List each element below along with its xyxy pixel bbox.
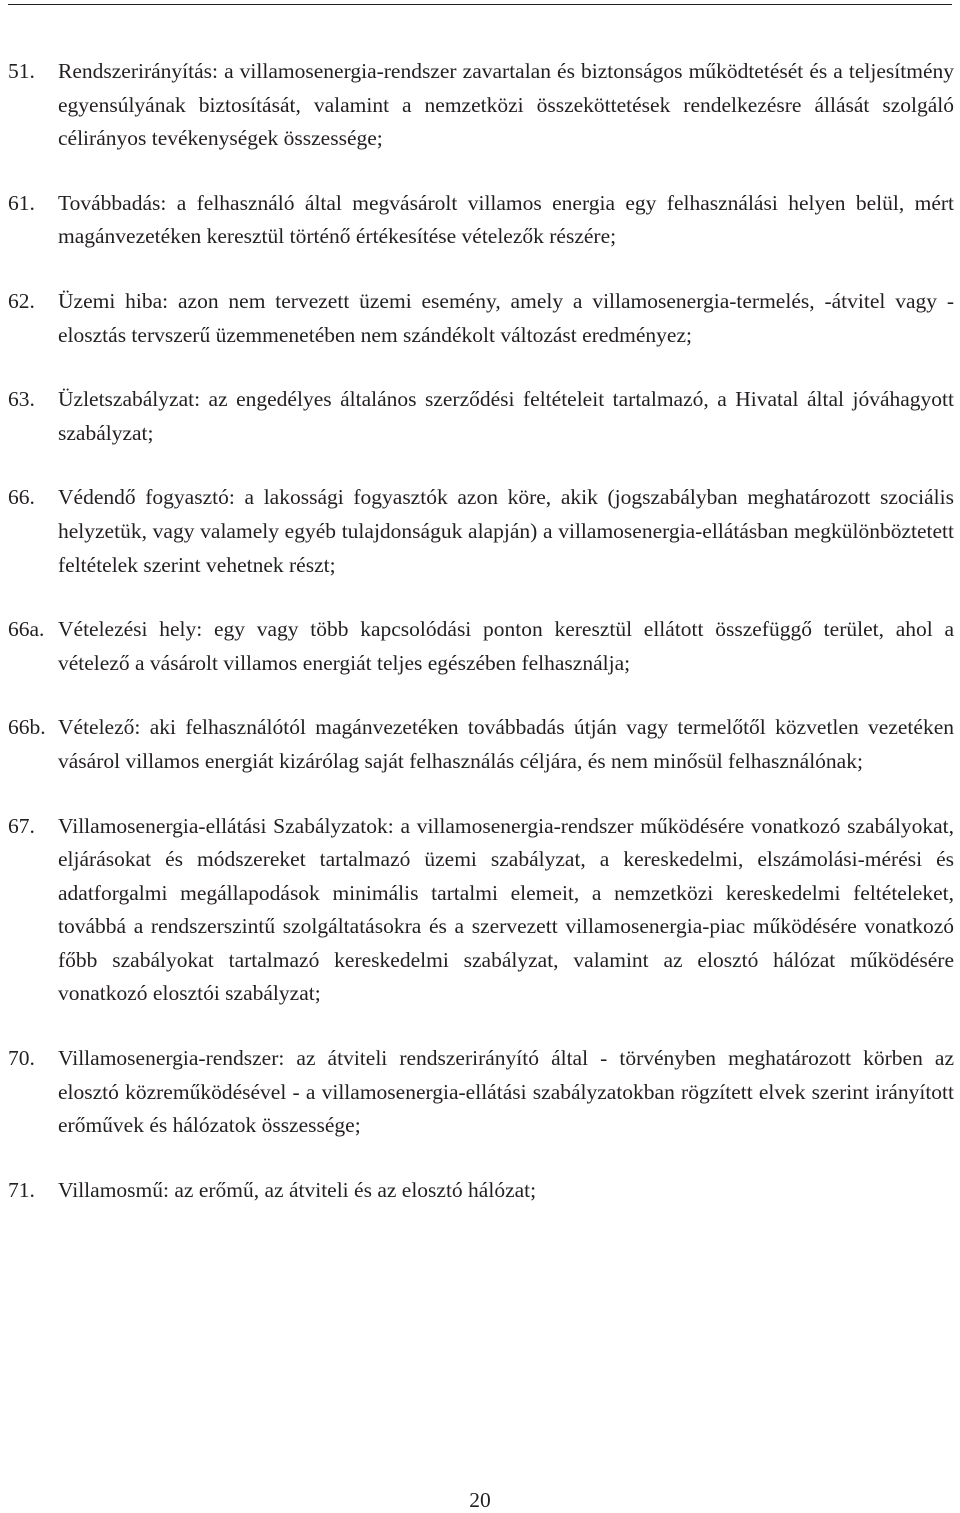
definition-number: 61. xyxy=(8,190,35,215)
definition-item xyxy=(8,383,954,450)
definition-text: Vételező: aki felhasználótól magánvezetéken továbbadás útján vagy termelőtől közvetlen vezetéken vásárol villamos energiát kizárólag saját felhasználás céljára, és nem minősül felhasználónak; xyxy=(58,715,954,773)
definition-item xyxy=(8,711,954,778)
definition-text: Vételezési hely: egy vagy több kapcsolódási ponton keresztül ellátott összefüggő terület, ahol a vételező a vásárolt villamos energiát teljes egészében felhasználja; xyxy=(58,617,954,675)
definition-number: 62. xyxy=(8,288,35,313)
definition-text: Villamosenergia-rendszer: az átviteli rendszerirányító által - törvényben meghatározott körben az elosztó közreműködésével - a villamosenergia-ellátási szabályzatokban rögzített elvek szerint irányított erőművek és hálózatok összessége; xyxy=(58,1046,954,1138)
definition-item xyxy=(8,810,954,1012)
definition-text: Védendő fogyasztó: a lakossági fogyasztók azon köre, akik (jogszabályban meghatározott szociális helyzetük, vagy valamely egyéb tulajdonságuk alapján) a villamosenergia-ellátásban megkülönböztetett feltételek szerint vehetnek részt; xyxy=(58,485,954,577)
definition-number: 71. xyxy=(8,1177,35,1202)
definition-item xyxy=(8,481,954,582)
page-number: 20 xyxy=(469,1488,491,1512)
definition-number: 63. xyxy=(8,387,35,412)
definition-number: 70. xyxy=(8,1046,35,1071)
top-rule xyxy=(8,4,952,5)
definition-number: 66. xyxy=(8,485,35,510)
definition-text: Villamosenergia-ellátási Szabályzatok: a villamosenergia-rendszer működésére vonatkozó szabályokat, eljárásokat és módszereket tartalmazó üzemi szabályzat, a kereskedelmi, elszámolási-mérési és adatforgalmi megállapodások minimális tartalmi elemeit, a nemzetközi kereskedelmi feltételeket, továbbá a rendszerszintű szolgáltatásokra és a szervezett villamosenergia-piac működésére vonatkozó főbb szabályokat tartalmazó kereskedelmi szabályzat, valamint az elosztó hálózat működésére vonatkozó elosztói szabályzat; xyxy=(58,813,954,1006)
definition-list xyxy=(8,55,954,1207)
definition-number: 51. xyxy=(8,59,35,83)
definition-number: 67. xyxy=(8,813,35,838)
definition-text: Rendszerirányítás: a villamosenergia-rendszer zavartalan és biztonságos működtetését és a teljesítmény egyensúlyának biztosítását, valamint a nemzetközi összeköttetések rendelkezésre állását szolgáló célirányos tevékenységek összessége; xyxy=(58,59,954,151)
definition-text: Továbbadás: a felhasználó által megvásárolt villamos energia egy felhasználási helyen belül, mért magánvezetéken keresztül történő értékesítése vételezők részére; xyxy=(58,190,954,249)
definition-item xyxy=(8,613,954,680)
definition-text: Villamosmű: az erőmű, az átviteli és az elosztó hálózat; xyxy=(58,1177,537,1202)
definition-number: 66b. xyxy=(8,715,46,740)
definition-item xyxy=(8,1174,954,1208)
definition-item xyxy=(8,55,954,156)
definition-number: 66a. xyxy=(8,617,45,642)
definition-text: Üzemi hiba: azon nem tervezett üzemi esemény, amely a villamosenergia-termelés, -átvitel vagy -elosztás tervszerű üzemmenetében nem szándékolt változást eredményez; xyxy=(58,288,954,347)
definition-item xyxy=(8,285,954,352)
definition-item xyxy=(8,187,954,254)
definition-item xyxy=(8,1042,954,1143)
definition-text: Üzletszabályzat: az engedélyes általános szerződési feltételeit tartalmazó, a Hivatal által jóváhagyott szabályzat; xyxy=(58,387,954,445)
